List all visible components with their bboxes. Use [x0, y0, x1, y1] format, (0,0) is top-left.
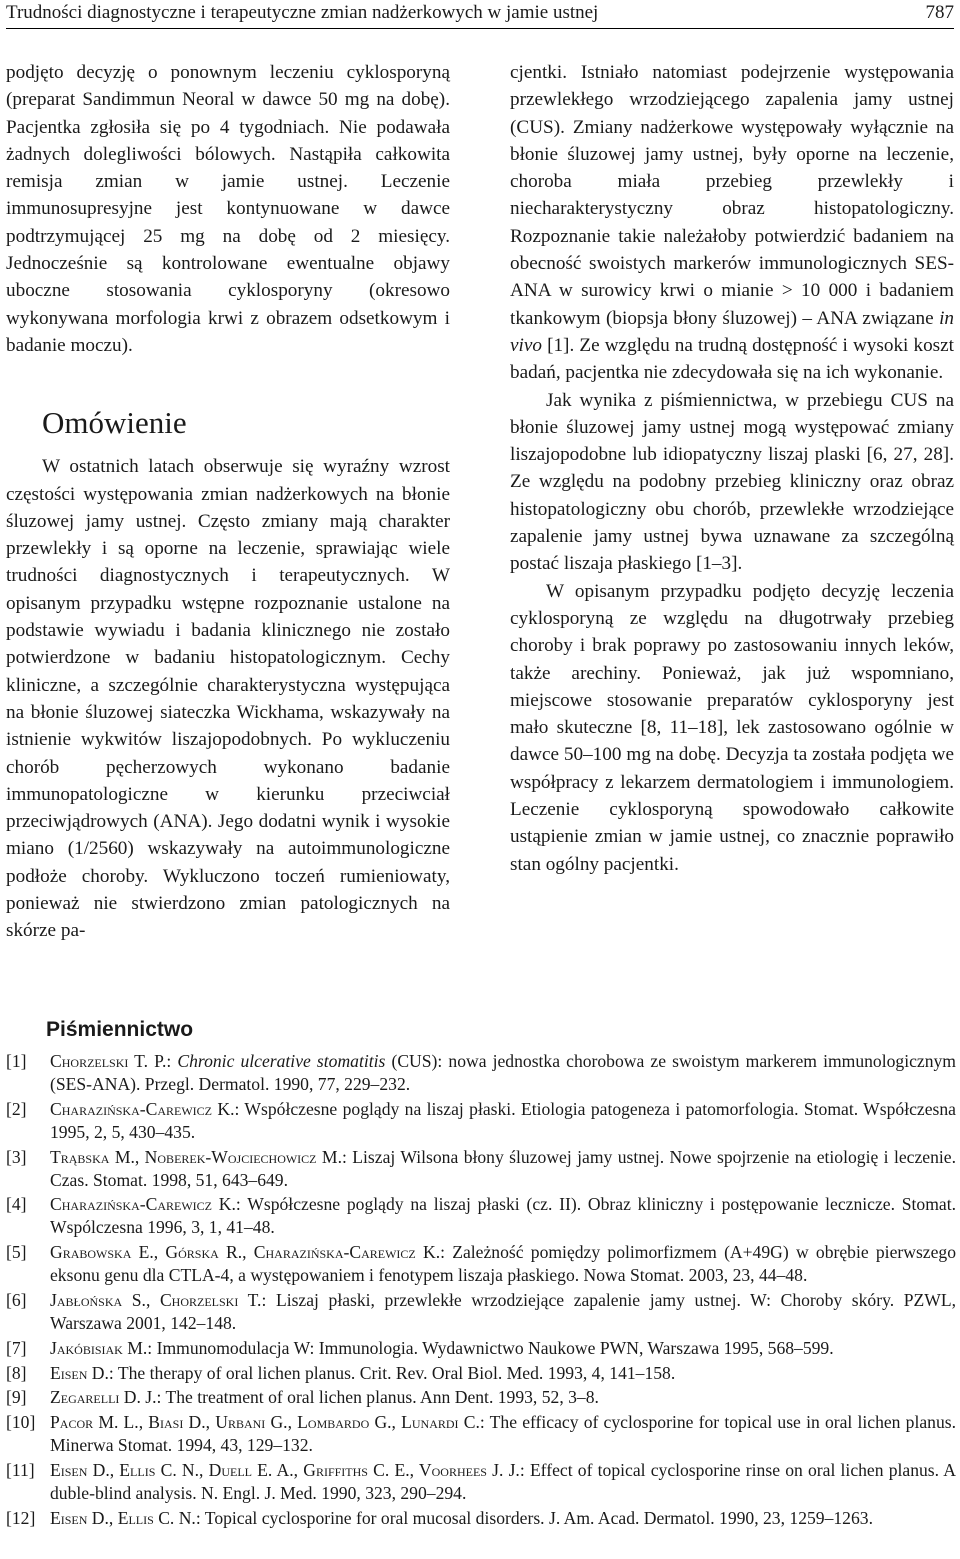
reference-details: The efficacy of cyclosporine for topical use in oral lichen planus. Minerwa Stomat. 1994, 43, 129–132.	[50, 1412, 956, 1456]
reference-item	[6, 1507, 956, 1530]
reference-separator: :	[195, 1507, 205, 1528]
reference-separator: :	[519, 1459, 530, 1480]
reference-separator: :	[479, 1412, 490, 1433]
reference-number: [2]	[6, 1098, 27, 1119]
reference-details: Współczesne poglądy na liszaj płaski. Etiologia patogeneza i patomorfologia. Stomat. Współczesna 1995, 2, 5, 430–435.	[50, 1098, 956, 1142]
right-column	[510, 59, 954, 878]
reference-details: Liszaj płaski, przewlekłe wrzodziejące zapalenie jamy ustnej. W: Choroby skóry. PZWL, Warszawa 2001, 142–148.	[50, 1289, 956, 1333]
reference-number: [12]	[6, 1507, 36, 1528]
paragraph	[510, 59, 954, 387]
reference-number: [11]	[6, 1459, 35, 1480]
references-list	[6, 1050, 956, 1532]
reference-authors: Trąbska M., Noberek-Wojciechowicz M.	[50, 1146, 342, 1167]
reference-details: Liszaj Wilsona błony śluzowej jamy ustnej. Nowe spojrzenie na etiologię i leczenie. Czas. Stomat. 1998, 51, 643–649.	[50, 1146, 956, 1190]
reference-item	[6, 1241, 956, 1287]
reference-authors: Chorzelski T. P.	[50, 1051, 167, 1071]
reference-separator: :	[440, 1242, 453, 1263]
running-title: Trudności diagnostyczne i terapeutyczne zmian nadżerkowych w jamie ustnej	[6, 2, 599, 23]
reference-authors: Eisen D.	[50, 1362, 109, 1383]
reference-authors: Grabowska E., Górska R., Charazińska-Carewicz K.	[50, 1242, 441, 1263]
reference-authors: Zegarelli D. J.	[50, 1387, 157, 1408]
reference-item	[6, 1146, 956, 1192]
reference-separator: :	[341, 1146, 353, 1167]
section-title: Omówienie	[42, 405, 187, 441]
reference-number: [9]	[6, 1387, 27, 1408]
reference-italic-title: Chronic ulcerative stomatitis	[177, 1051, 386, 1071]
reference-separator: :	[166, 1051, 178, 1071]
reference-details: Effect of topical cyclosporine rinse on oral lichen planus. A duble-blind analysis. N. Engl. J. Med. 1990, 323, 290–294.	[50, 1459, 956, 1503]
page-header	[6, 0, 954, 29]
reference-item	[6, 1050, 956, 1096]
reference-separator: :	[147, 1337, 157, 1358]
reference-details: Współczesne poglądy na liszaj płaski (cz. II). Obraz kliniczny i postępowanie lecznicze. Stomat. Wspólczesna 1996, 3, 1, 41–48.	[50, 1194, 957, 1238]
reference-item	[6, 1193, 956, 1239]
reference-separator: :	[108, 1362, 118, 1383]
reference-authors: Jabłońska S., Chorzelski T.	[50, 1289, 262, 1310]
reference-details: (CUS): nowa jednostka chorobowa ze swoistym markerem immunologicznym (SES-ANA). Przegl. Dermatol. 1990, 77, 229–232.	[50, 1051, 956, 1094]
reference-number: [1]	[6, 1051, 27, 1071]
reference-authors: Jakóbisiak M.	[50, 1337, 148, 1358]
reference-item	[6, 1459, 956, 1505]
paragraph: W ostatnich latach obserwuje się wyraźny wzrost częstości występowania zmian nadżerkowych na błonie śluzowej jamy ustnej. Często zmiany mają charakter przewlekły i są oporne na leczenie, sprawiając wiele trudności diagnostycznych i terapeutycznych. W opisanym przypadku wstępne rozpoznanie ustalone na podstawie wywiadu i badania klinicznego nie zostało potwierdzone w badaniu histopatologicznym. Cechy kliniczne, a szczególnie charakterystyczna występująca na błonie śluzowej siateczka Wickhama, wskazywały na istnienie wykwitów liszajopodobnych. Po wykluczeniu chorób pęcherzowych wykonano badanie immunopatologiczne w kierunku przeciwciał przeciwjądrowych (ANA). Jego dodatni wynik i wysokie miano (1/2560) wskazywały na autoimmunologiczne podłoże choroby. Wykluczono toczeń rumieniowaty, ponieważ nie stwierdzono zmian patologicznych na skórze pa-	[6, 456, 450, 942]
reference-number: [10]	[6, 1412, 36, 1433]
reference-separator: :	[261, 1289, 276, 1310]
reference-separator: :	[156, 1387, 166, 1408]
reference-details: The treatment of oral lichen planus. Ann Dent. 1993, 52, 3–8.	[165, 1387, 599, 1408]
italic-text: in vivo	[510, 307, 954, 356]
reference-number: [6]	[6, 1289, 27, 1310]
reference-number: [3]	[6, 1146, 27, 1167]
reference-authors: Charazińska-Carewicz K.	[50, 1194, 236, 1215]
reference-number: [4]	[6, 1194, 27, 1215]
left-column	[6, 59, 450, 945]
references-title: Piśmiennictwo	[46, 1018, 194, 1041]
reference-item	[6, 1337, 956, 1360]
reference-item	[6, 1362, 956, 1385]
paragraph: podjęto decyzję o ponownym leczeniu cyklosporyną (preparat Sandimmun Neoral w dawce 50 mg na dobę). Pacjentka zgłosiła się po 4 tygodniach. Nie podawała żadnych dolegliwości bólowych. Nastąpiła całkowita remisja zmian w jamie ustnej. Leczenie immunosupresyjne jest kontynuowane w dawce podtrzymującej 25 mg na dobę od 2 miesięcy. Jednocześnie są kontrolowane ewentualne objawy uboczne stosowania cyklosporyny (okresowo wykonywana morfologia krwi z obrazem odsetkowym i badanie moczu).	[6, 62, 450, 356]
reference-separator: :	[234, 1098, 245, 1119]
paragraph-text: [1]. Ze względu na trudną dostępność i wysoki koszt badań, pacjentka nie zdecydowała się na ich wykonanie.	[510, 334, 954, 384]
reference-authors: Charazińska-Carewicz K.	[50, 1098, 235, 1119]
reference-details: Immunomodulacja W: Immunologia. Wydawnictwo Naukowe PWN, Warszawa 1995, 568–599.	[156, 1337, 834, 1358]
reference-item	[6, 1098, 956, 1144]
paragraph: Jak wynika z piśmiennictwa, w przebiegu CUS na błonie śluzowej jamy ustnej mogą występować zmiany liszajopodobne lub idiopatyczny liszaj plaski [6, 27, 28]. Ze względu na podobny przebieg kliniczny oraz obraz histopatologiczny obu chorób, przewlekłe wrzodziejące zapalenie jamy ustnej bywa uznawane za szczególną postać liszaja płaskiego [1–3].	[510, 389, 954, 575]
paragraph-text: cjentki. Istniało natomiast podejrzenie występowania przewlekłego wrzodziejącego zapalenia jamy ustnej (CUS). Zmiany nadżerkowe występowały wyłącznie na błonie śluzowej jamy ustnej, były oporne na leczenie, choroba miała przebieg przewlekły i niecharakterystyczny obraz histopatologiczny. Rozpoznanie takie należałoby potwierdzić badaniem na obecność swoistych markerów immunologicznych SES-ANA w surowicy krwi o mianie > 10 000 i badaniem tkankowym (biopsja błony śluzowej) – ANA związane	[510, 62, 954, 329]
reference-authors: Pacor M. L., Biasi D., Urbani G., Lombardo G., Lunardi C.	[50, 1412, 480, 1433]
page-number: 787	[925, 2, 954, 23]
reference-number: [8]	[6, 1362, 27, 1383]
paragraph: W opisanym przypadku podjęto decyzję leczenia cyklosporyną ze względu na długotrwały przebieg choroby i brak poprawy po zastosowaniu innych leków, także arechiny. Ponieważ, jak już wspomniano, miejscowe stosowanie preparatów cyklosporyny jest mało skuteczne [8, 11–18], lek zastosowano ogólnie w dawce 50–100 mg na dobę. Decyzja ta została podjęta we współpracy z lekarzem dermatologiem i immunologiem. Leczenie cyklosporyną spowodowało całkowite ustąpienie zmian w jamie ustnej, co znacznie poprawiło stan ogólny pacjentki.	[510, 580, 954, 875]
reference-item	[6, 1411, 956, 1457]
reference-number: [5]	[6, 1242, 27, 1263]
reference-details: Topical cyclosporine for oral mucosal disorders. J. Am. Acad. Dermatol. 1990, 23, 1259–1263.	[204, 1507, 873, 1528]
reference-item	[6, 1386, 956, 1409]
reference-number: [7]	[6, 1337, 27, 1358]
reference-item	[6, 1289, 956, 1335]
reference-authors: Eisen D., Ellis C. N., Duell E. A., Griffiths C. E., Voorhees J. J.	[50, 1459, 520, 1480]
reference-authors: Eisen D., Ellis C. N.	[50, 1507, 196, 1528]
reference-details: Zależność pomiędzy polimorfizmem (A+49G) w obrębie pierwszego eksonu genu dla CTLA-4, a występowaniem i fenotypem liszaja płaskiego. Nowa Stomat. 2003, 23, 44–48.	[50, 1242, 956, 1286]
reference-separator: :	[235, 1194, 248, 1215]
reference-details: The therapy of oral lichen planus. Crit. Rev. Oral Biol. Med. 1993, 4, 141–158.	[117, 1362, 676, 1383]
